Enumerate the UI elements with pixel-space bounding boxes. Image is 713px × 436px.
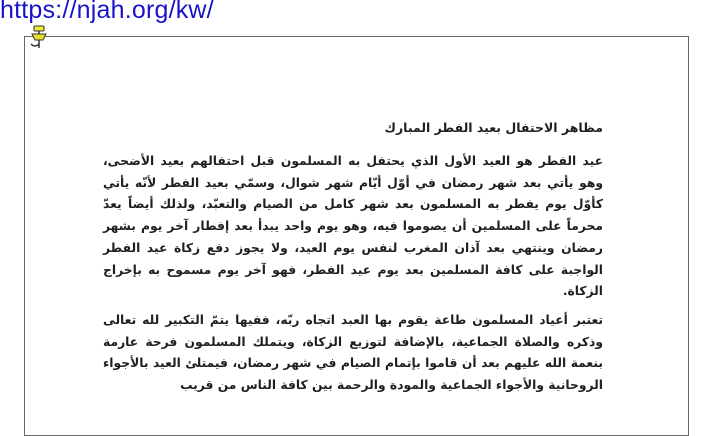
pushpin-icon xyxy=(26,25,52,53)
document-title: مظاهر الاحتفال بعيد الفطر المبارك xyxy=(384,120,603,135)
paragraph-2: تعتبر أعياد المسلمون طاعة يقوم بها العبد اتجاه ربّه، ففيها يتمّ التكبير لله تعالى وذكره والصلاة الجماعية، بالإضافة لتوزيع الزكاة، ويتملك المسلمون فرحة عارمة بنعمة الله عليهم بعد أن قاموا بإتمام الصيام في شهر رمضان، فيمتلئ العيد بالأجواء الروحانية والأجواء الجماعية والمودة والرحمة بين كافة الناس من قريب xyxy=(103,312,603,393)
document-content xyxy=(103,118,603,404)
paragraph-1: عيد الفطر هو العيد الأول الذي يحتفل به المسلمون قبل احتفالهم بعيد الأضحى، وهو يأتي بعد شهر رمضان في أوّل أيّام شهر شوال، وسمّي بعيد الفطر لأنّه يأتي كأوّل يوم يفطر به المسلمون بعد شهر كامل من الصيام والتعبّد، ولذلك أيضاً يعدّ محرماً على المسلمين أن يصوموا فيه، وهو يوم واحد يبدأ بعد إفطار آخر يوم بشهر رمضان وينتهي بعد آذان المغرب لنفس يوم العيد، ولا يجوز دفع زكاة عيد الفطر الواجبة على كافة المسلمين بعد يوم عيد الفطر، فهو آخر يوم مسموح به بإخراج الزكاة. xyxy=(103,154,603,299)
url-watermark: https://njah.org/kw/ xyxy=(0,0,214,24)
